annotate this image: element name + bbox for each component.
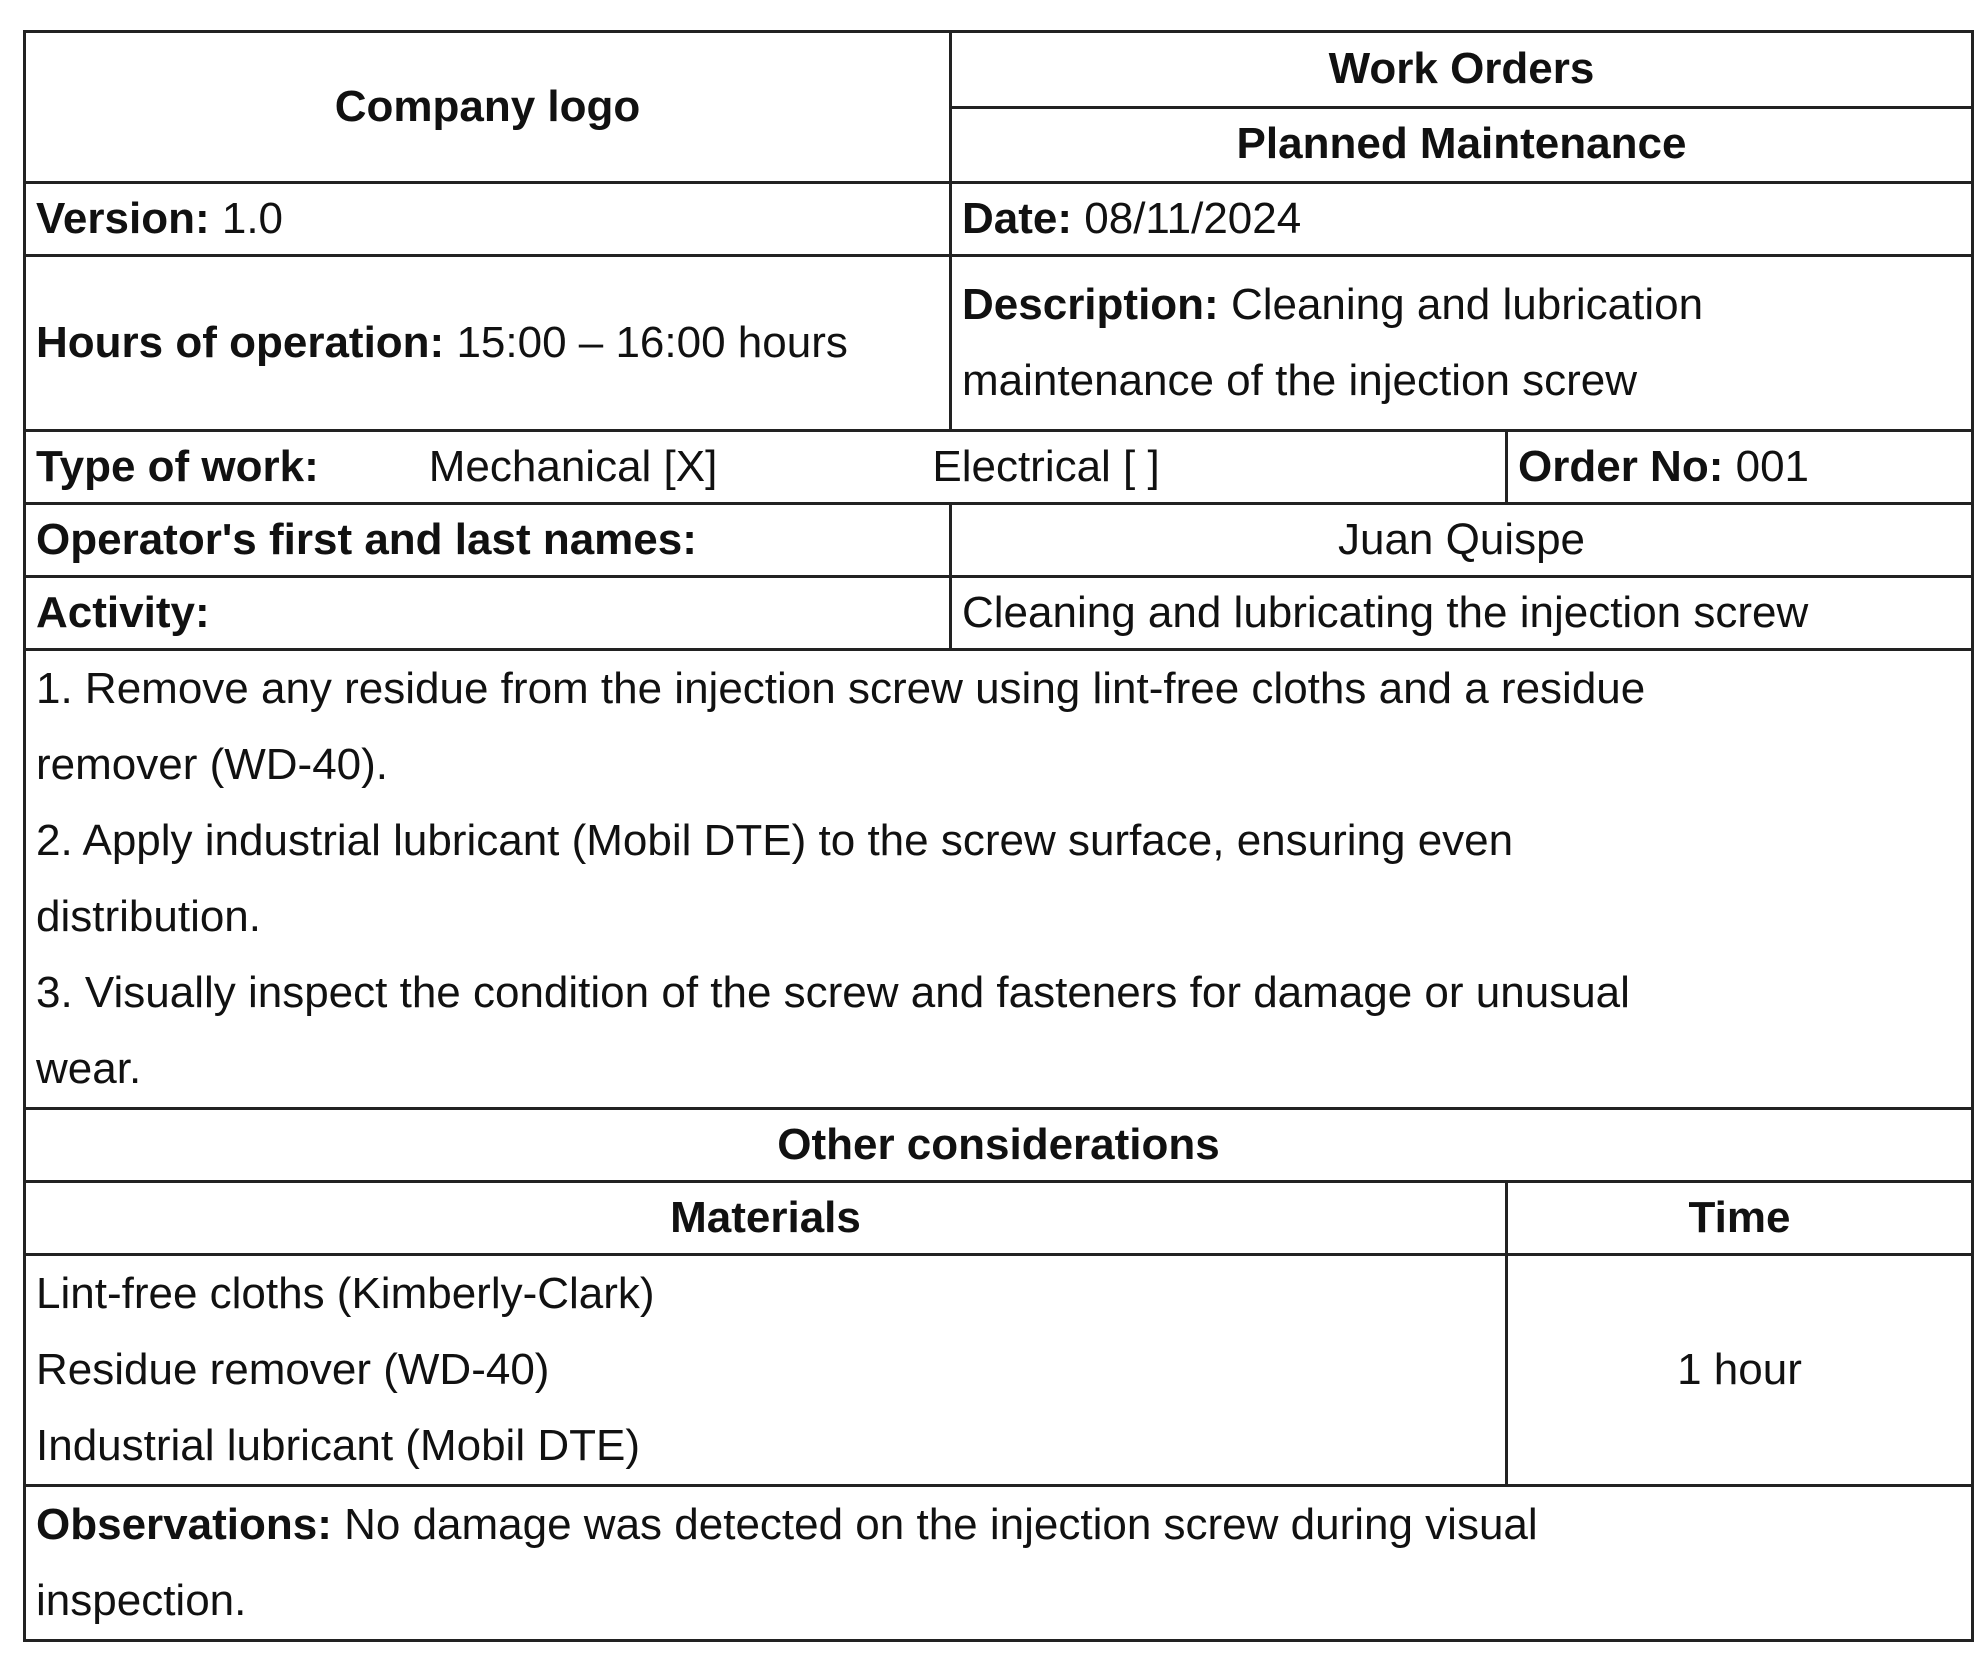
operator-name: Juan Quispe [1337, 514, 1586, 564]
type-of-work-cell [25, 431, 1507, 504]
time-header: Time [1688, 1192, 1791, 1242]
activity-label: Activity: [36, 587, 210, 637]
materials-header: Materials [670, 1192, 861, 1242]
other-considerations-cell [25, 1109, 1973, 1182]
activity-value: Cleaning and lubricating the injection screw [962, 587, 1809, 637]
electrical-option: Electrical [ ] [932, 441, 1160, 491]
materials-header-cell [25, 1182, 1507, 1255]
description-line-2: maintenance of the injection screw [962, 356, 1638, 405]
activity-steps-cell [25, 650, 1973, 1109]
hours-cell [25, 256, 951, 431]
form-title-cell [951, 32, 1973, 108]
company-logo-text: Company logo [334, 81, 641, 131]
description-label: Description: [962, 280, 1219, 329]
work-order-form [23, 30, 1974, 1642]
material-item: Residue remover (WD-40) [36, 1345, 550, 1394]
observations-label: Observations: [36, 1500, 332, 1549]
observations-cell [25, 1486, 1973, 1641]
version-value: 1.0 [221, 193, 284, 243]
form-title: Work Orders [1328, 43, 1595, 93]
observations-line-1: No damage was detected on the injection screw during visual [344, 1500, 1538, 1549]
hours-value: 15:00 – 16:00 hours [456, 317, 848, 367]
mechanical-option: Mechanical [X] [428, 441, 718, 491]
operator-value-cell [951, 504, 1973, 577]
description-cell [951, 256, 1973, 431]
step-line: 2. Apply industrial lubricant (Mobil DTE) to the screw surface, ensuring even [36, 816, 1514, 865]
activity-label-cell [25, 577, 951, 650]
material-item: Lint-free cloths (Kimberly-Clark) [36, 1269, 655, 1318]
time-value: 1 hour [1677, 1344, 1802, 1394]
hours-label: Hours of operation: [36, 317, 445, 367]
step-line: 3. Visually inspect the condition of the screw and fasteners for damage or unusual [36, 968, 1630, 1017]
time-value-cell [1507, 1255, 1973, 1486]
version-label: Version: [36, 193, 210, 243]
material-item: Industrial lubricant (Mobil DTE) [36, 1421, 640, 1470]
date-value: 08/11/2024 [1084, 193, 1302, 243]
step-line: 1. Remove any residue from the injection screw using lint-free cloths and a residue [36, 664, 1646, 713]
materials-list-cell [25, 1255, 1507, 1486]
observations-line-2: inspection. [36, 1576, 247, 1625]
step-line: remover (WD-40). [36, 740, 389, 789]
operator-label-cell [25, 504, 951, 577]
type-of-work-label: Type of work: [36, 441, 319, 491]
order-number-value: 001 [1735, 441, 1810, 491]
date-cell [951, 183, 1973, 256]
step-line: wear. [36, 1044, 142, 1093]
operator-label: Operator's first and last names: [36, 514, 697, 564]
description-line-1: Cleaning and lubrication [1230, 280, 1704, 329]
order-number-cell [1507, 431, 1973, 504]
form-subtitle: Planned Maintenance [1236, 119, 1687, 169]
time-header-cell [1507, 1182, 1973, 1255]
activity-value-cell [951, 577, 1973, 650]
version-cell [25, 183, 951, 256]
order-number-label: Order No: [1518, 441, 1724, 491]
form-subtitle-cell [951, 107, 1973, 183]
other-considerations-heading: Other considerations [777, 1119, 1220, 1169]
company-logo-cell [25, 32, 951, 183]
date-label: Date: [962, 193, 1073, 243]
step-line: distribution. [36, 892, 262, 941]
